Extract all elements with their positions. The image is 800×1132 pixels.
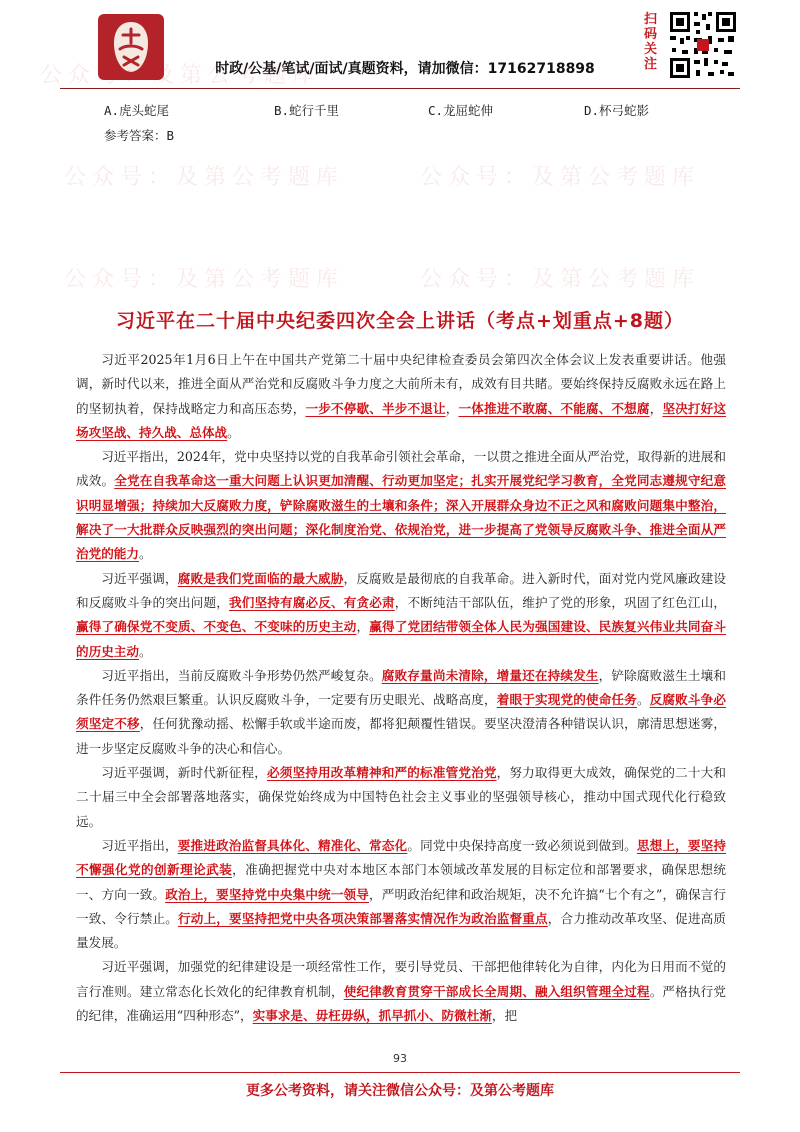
- key-point: 使纪律教育贯穿干部成长全周期、融入组织管理全过程: [343, 983, 650, 999]
- watermark: 公众号：及第公考题库: [64, 165, 345, 190]
- qr-code-icon[interactable]: [668, 10, 738, 80]
- key-point: 腐败是我们党面临的最大威胁: [177, 570, 344, 586]
- key-point: 行动上，要坚持把党中央各项决策部署落实情况作为政治监督重点: [178, 910, 548, 926]
- watermark: 公众号：及第公考题库: [64, 267, 345, 292]
- scan-label: 扫码关注: [644, 12, 658, 72]
- key-point: 实事求是、毋枉毋纵，抓早抓小、防微杜渐: [252, 1008, 492, 1024]
- watermark: 公众号：及第公考题库: [420, 267, 701, 292]
- key-point: 一步不停歇、半步不退让: [305, 400, 446, 416]
- key-point: 赢得了党团结带领全体人民为强国建设、民族复兴伟业共同奋斗的历史主动: [76, 619, 727, 659]
- watermark: 公众号：及第公考题库: [420, 165, 701, 190]
- key-point: 一体推进不敢腐、不能腐、不想腐: [458, 400, 650, 416]
- paragraph: 习近平2025年1月6日上午在中国共产党第二十届中央纪律检查委员会第四次全体会议上发表重要讲话。他强调，新时代以来，推进全面从严治党和反腐败斗争力度之大前所未有，成效有目共睹。要始终保持反腐败永远在路上的坚韧执着，保持战略定力和高压态势，一步不停歇、半步不退让，一体推进不敢腐、不能腐、不想腐，坚决打好这场攻坚战、持久战、总体战。: [76, 352, 727, 440]
- article-body: [76, 348, 726, 1028]
- header-divider: [60, 88, 740, 89]
- paragraph: 习近平指出，当前反腐败斗争形势仍然严峻复杂。腐败存量尚未清除，增量还在持续发生，铲除腐败滋生土壤和条件任务仍然艰巨繁重。认识反腐败斗争，一定要有历史眼光、战略高度，着眼于实现党的使命任务。反腐败斗争必须坚定不移，任何犹豫动摇、松懈手软或半途而废，都将犯颠覆性错误。要坚决澄清各种错误认识，廓清思想迷雾，进一步坚定反腐败斗争的决心和信心。: [76, 667, 727, 756]
- key-point: 思想上，要坚持不懈强化党的创新理论武装: [76, 837, 727, 878]
- logo: [98, 14, 164, 80]
- option-c: C.龙屈蛇伸: [428, 103, 494, 118]
- paragraph: 习近平强调，加强党的纪律建设是一项经常性工作，要引导党员、干部把他律转化为自律，内化为日用而不觉的言行准则。建立常态化长效化的纪律教育机制，使纪律教育贯穿干部成长全周期、融入组织管理全过程。严格执行党的纪律，准确运用“四种形态”，实事求是、毋枉毋纵，抓早抓小、防微杜渐，把: [76, 959, 727, 1024]
- key-point: 必须坚持用改革精神和严的标准管党治党: [267, 765, 497, 781]
- article-title: 习近平在二十届中央纪委四次全会上讲话（考点+划重点+8题）: [115, 310, 685, 332]
- paragraph: 习近平指出，要推进政治监督具体化、精准化、常态化。同党中央保持高度一致必须说到做到。思想上，要坚持不懈强化党的创新理论武装，准确把握党中央对本地区本部门本领域改革发展的目标定位和部署要求，确保思想统一、方向一致。政治上，要坚持党中央集中统一领导，严明政治纪律和政治规矩，决不允许搞“七个有之”，确保言行一致、令行禁止。行动上，要坚持把党中央各项决策部署落实情况作为政治监督重点，合力推动改革攻坚、促进高质量发展。: [76, 837, 727, 951]
- key-point: 全党在自我革命这一重大问题上认识更加清醒、行动更加坚定；扎实开展党纪学习教育，全党同志遵规守纪意识明显增强；持续加大反腐败力度，铲除腐败滋生的土壤和条件；深入开展群众身边不正之风和腐败问题集中整治，解决了一大批群众反映强烈的突出问题；深化制度治党、依规治党，进一步提高了党领导反腐败斗争、推进全面从严治党的能力: [76, 473, 727, 562]
- option-b: B.蛇行千里: [274, 103, 340, 118]
- paragraph: 习近平强调，新时代新征程，必须坚持用改革精神和严的标准管党治党，努力取得更大成效，确保党的二十大和二十届三中全会部署落地落实，确保党始终成为中国特色社会主义事业的坚强领导核心，推动中国式现代化行稳致远。: [76, 765, 727, 829]
- key-point: 赢得了确保党不变质、不变色、不变味的历史主动: [76, 619, 357, 635]
- footer-promo: 更多公考资料，请关注微信公众号：及第公考题库: [246, 1083, 554, 1099]
- paragraph: 习近平强调，腐败是我们党面临的最大威胁，反腐败是最彻底的自我革命。进入新时代，面对党内党风廉政建设和反腐败斗争的突出问题，我们坚持有腐必反、有贪必肃，不断纯洁干部队伍，维护了党的形象，巩固了红色江山，赢得了确保党不变质、不变色、不变味的历史主动，赢得了党团结带领全体人民为强国建设、民族复兴伟业共同奋斗的历史主动。: [76, 570, 727, 659]
- footer-divider: [60, 1072, 740, 1073]
- key-point: 我们坚持有腐必反、有贪必肃: [228, 594, 395, 610]
- reference-answer: 参考答案：B: [104, 128, 175, 143]
- option-d: D.杯弓蛇影: [584, 103, 650, 118]
- seal-icon: [106, 19, 156, 75]
- key-point: 反腐败斗争必须坚定不移: [76, 692, 727, 732]
- paragraph: 习近平指出，2024年，党中央坚持以党的自我革命引领社会革命，一以贯之推进全面从严治党，取得新的进展和成效。全党在自我革命这一重大问题上认识更加清醒、行动更加坚定；扎实开展党纪学习教育，全党同志遵规守纪意识明显增强；持续加大反腐败力度，铲除腐败滋生的土壤和条件；深入开展群众身边不正之风和腐败问题集中整治，解决了一大批群众反映强烈的突出问题；深化制度治党、依规治党，进一步提高了党领导反腐败斗争、推进全面从严治党的能力。: [76, 449, 727, 562]
- header-banner: 时政/公基/笔试/面试/真题资料，请加微信：17162718898: [215, 61, 595, 77]
- key-point: 着眼于实现党的使命任务: [496, 692, 637, 708]
- key-point: 要推进政治监督具体化、精准化、常态化: [177, 837, 408, 853]
- option-a: A.虎头蛇尾: [104, 103, 170, 118]
- key-point: 政治上，要坚持党中央集中统一领导: [165, 886, 370, 902]
- key-point: 腐败存量尚未清除，增量还在持续发生: [381, 667, 599, 683]
- page-number: 93: [393, 1052, 407, 1065]
- key-point: 坚决打好这场攻坚战、持久战、总体战: [76, 400, 727, 440]
- watermark: 公众号：及第公考题库: [40, 63, 321, 88]
